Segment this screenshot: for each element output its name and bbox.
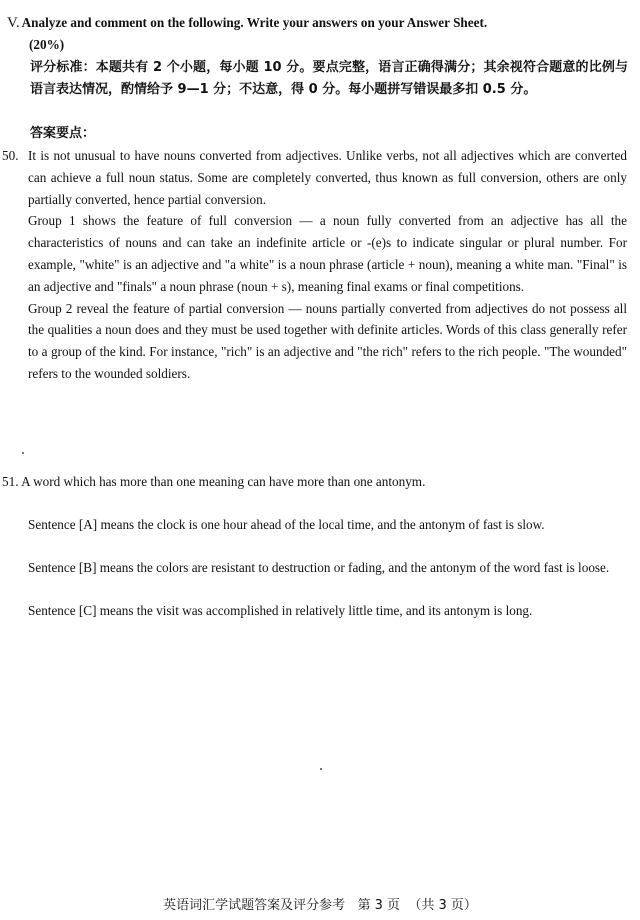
section-percent: (20%) (29, 37, 65, 52)
section-title: Analyze and comment on the following. Write your answers on your Answer Sheet. (21, 15, 488, 30)
q50-paragraph-3: Group 2 reveal the feature of partial conversion — nouns partially converted from adjectives do not possess all the qualities a noun does and they must be used together with definite articles. Words of this class generally refer to a group of the kind. For instance, "rich" is an adjective and "the rich" refers to the rich people. "The wounded" refers to the wounded soldiers. (28, 300, 627, 381)
scan-speck (22, 452, 24, 454)
sentence-a-answer: Sentence [A] means the clock is one hour ahead of the local time, and the antonym of fast is slow. (28, 517, 545, 532)
question-51 (2, 471, 632, 493)
sentence-c-answer: Sentence [C] means the visit was accomplished in relatively little time, and its antonym is long. (28, 603, 533, 618)
page-footer: 英语词汇学试题答案及评分参考 第 3 页 （共 3 页） (163, 898, 477, 913)
section-heading (7, 12, 633, 55)
sentence-b-answer: Sentence [B] means the colors are resistant to destruction or fading, and the antonym of the word fast is loose. (28, 560, 610, 575)
q50-paragraph-1: It is not unusual to have nouns converted from adjectives. Unlike verbs, not all adjectives which are converted can achieve a full noun status. Some are completely converted, thus known as full conversion, others are only partially converted, hence partial conversion. (28, 148, 627, 207)
section-number: V. (7, 15, 20, 31)
question-51-statement: A word which has more than one meaning can have more than one antonym. (21, 474, 426, 489)
question-51-number: 51. (2, 474, 19, 489)
scan-speck (320, 768, 322, 770)
q50-paragraph-2: Group 1 shows the feature of full conversion — a noun fully converted from an adjective has all the characteristics of nouns and can take an indefinite article or -(e)s to indicate singular or plural number. For example, "white" is an adjective and "a white" is a noun phrase (article + noun), meaning a white man. "Final" is an adjective and "finals" a noun phrase (noun + s), meaning final exams or final competitions. (28, 213, 627, 294)
grading-criteria: 评分标准：本题共有 2 个小题，每小题 10 分。要点完整，语言正确得满分；其余视符合题意的比例与语言表达情况，酌情给予 9—1 分；不达意，得 0 分。每小题拼写错误最多扣 0.5 分。 (30, 60, 628, 97)
question-50-number: 50. (2, 148, 19, 163)
question-50-answer (28, 145, 627, 385)
answer-key-label: 答案要点： (30, 126, 96, 141)
